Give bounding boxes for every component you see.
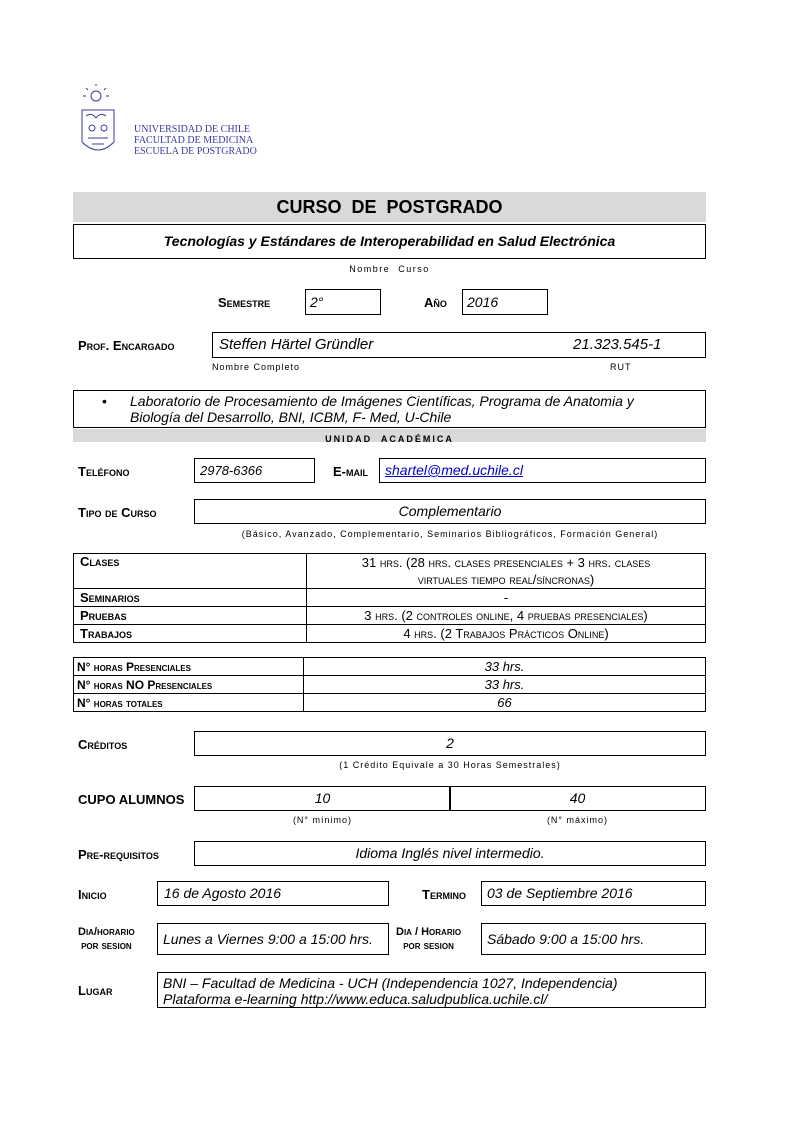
email-link[interactable]: shartel@med.uchile.cl xyxy=(385,462,523,478)
cupo-max-value: 40 xyxy=(569,790,586,806)
actividad-value-line1: 31 hrs. (28 hrs. clases presenciales + 3 hrs. clases xyxy=(361,555,651,570)
anio-field xyxy=(462,289,548,315)
tipo-curso-value: Complementario xyxy=(398,503,502,519)
inicio-field xyxy=(157,881,389,906)
telefono-field xyxy=(194,458,315,483)
course-name-caption: Nombre Curso xyxy=(349,264,430,274)
lugar-field xyxy=(157,972,706,1008)
lugar-line2: Plataforma e-learning http://www.educa.saludpublica.uchile.cl/ xyxy=(163,991,548,1007)
table-row xyxy=(74,589,706,607)
lugar-line1: BNI – Facultad de Medicina - UCH (Independencia 1027, Independencia) xyxy=(163,975,618,991)
lugar-label: Lugar xyxy=(78,983,113,998)
horas-label: N° horas NO Presenciales xyxy=(74,676,304,694)
prerequisitos-field xyxy=(194,841,706,866)
prerequisitos-label: Pre-requisitos xyxy=(78,847,159,862)
actividad-value xyxy=(307,554,706,589)
horas-value: 66 xyxy=(304,694,706,712)
horas-label: N° horas totales xyxy=(74,694,304,712)
actividades-table xyxy=(73,553,706,643)
actividad-value-line2: virtuales tiempo real/síncronas) xyxy=(417,572,595,587)
actividad-value: 4 hrs. (2 Trabajos Prácticos Online) xyxy=(307,625,706,643)
actividad-value: - xyxy=(307,589,706,607)
horas-table xyxy=(73,657,706,712)
horas-value: 33 hrs. xyxy=(304,658,706,676)
telefono-label: Teléfono xyxy=(78,464,130,479)
creditos-caption: (1 Crédito Equivale a 30 Horas Semestrales) xyxy=(339,760,561,770)
horario2-label xyxy=(396,925,461,953)
course-name-box xyxy=(73,224,706,259)
cupo-max-field xyxy=(449,786,706,811)
unidad-line2: Biología del Desarrollo, BNI, ICBM, F- Med, U-Chile xyxy=(130,409,452,425)
prof-name: Steffen Härtel Gründler xyxy=(219,336,374,353)
horario2-field xyxy=(481,923,706,955)
horario1-label xyxy=(78,925,135,953)
email-label: E-mail xyxy=(333,464,368,479)
creditos-value: 2 xyxy=(446,735,454,751)
school-name: ESCUELA DE POSTGRADO xyxy=(134,146,257,157)
cupo-label: CUPO ALUMNOS xyxy=(78,792,185,807)
bullet-icon: • xyxy=(102,393,107,409)
table-row xyxy=(74,607,706,625)
horario1-label-line2: por sesion xyxy=(81,940,132,952)
horario2-label-line2: por sesion xyxy=(403,940,454,952)
creditos-field xyxy=(194,731,706,756)
cupo-min-caption: (N° mínimo) xyxy=(292,815,353,825)
prerequisitos-value: Idioma Inglés nivel intermedio. xyxy=(355,845,545,861)
prof-rut-caption: RUT xyxy=(610,362,632,372)
horario1-value: Lunes a Viernes 9:00 a 15:00 hrs. xyxy=(163,931,373,947)
semestre-label: Semestre xyxy=(218,295,271,310)
prof-label: Prof. Encargado xyxy=(78,338,175,353)
horario2-value: Sábado 9:00 a 15:00 hrs. xyxy=(487,931,645,947)
table-row xyxy=(74,554,706,589)
actividad-value: 3 hrs. (2 controles online, 4 pruebas presenciales) xyxy=(307,607,706,625)
unidad-caption-bar xyxy=(73,429,706,442)
creditos-label: Créditos xyxy=(78,737,128,752)
unidad-box xyxy=(73,390,706,428)
actividad-label: Pruebas xyxy=(74,607,307,625)
horario2-label-line1: Dia / Horario xyxy=(396,926,462,938)
prof-rut: 21.323.545-1 xyxy=(573,336,662,353)
tipo-curso-caption: (Básico, Avanzado, Complementario, Seminarios Bibliográficos, Formación General) xyxy=(241,529,659,539)
semestre-field xyxy=(305,289,381,315)
termino-field xyxy=(481,881,706,906)
faculty-name: FACULTAD DE MEDICINA xyxy=(134,135,254,146)
page-title-bar xyxy=(73,192,706,222)
actividad-label: Seminarios xyxy=(74,589,307,607)
cupo-max-caption: (N° máximo) xyxy=(546,815,609,825)
actividad-label: Trabajos xyxy=(74,625,307,643)
semestre-value: 2° xyxy=(310,294,324,310)
horario1-field xyxy=(157,923,389,955)
horario1-label-line1: Dia/horario xyxy=(78,926,135,938)
table-row xyxy=(74,658,706,676)
termino-label: Termino xyxy=(422,887,466,902)
email-field xyxy=(379,458,706,483)
anio-value: 2016 xyxy=(467,294,499,310)
telefono-value: 2978-6366 xyxy=(200,463,263,478)
cupo-min-field xyxy=(194,786,451,811)
horas-value: 33 hrs. xyxy=(304,676,706,694)
prof-name-caption: Nombre Completo xyxy=(212,362,301,372)
tipo-curso-field xyxy=(194,499,706,524)
cupo-min-value: 10 xyxy=(314,790,331,806)
anio-label: Año xyxy=(424,295,447,310)
inicio-label: Inicio xyxy=(78,887,107,902)
university-name: UNIVERSIDAD DE CHILE xyxy=(134,124,251,135)
termino-value: 03 de Septiembre 2016 xyxy=(487,885,633,901)
inicio-value: 16 de Agosto 2016 xyxy=(164,885,282,901)
table-row xyxy=(74,676,706,694)
table-row xyxy=(74,625,706,643)
prof-field xyxy=(212,332,706,358)
unidad-caption: UNIDAD ACADÉMICA xyxy=(325,434,454,444)
actividad-label: Clases xyxy=(74,554,307,589)
unidad-line1: Laboratorio de Procesamiento de Imágenes Científicas, Programa de Anatomia y xyxy=(130,393,634,409)
university-seal-icon xyxy=(78,84,118,162)
page-title: CURSO DE POSTGRADO xyxy=(276,197,503,217)
course-name: Tecnologías y Estándares de Interoperabilidad en Salud Electrónica xyxy=(163,233,616,249)
table-row xyxy=(74,694,706,712)
horas-label: N° horas Presenciales xyxy=(74,658,304,676)
tipo-curso-label: Tipo de Curso xyxy=(78,505,157,520)
